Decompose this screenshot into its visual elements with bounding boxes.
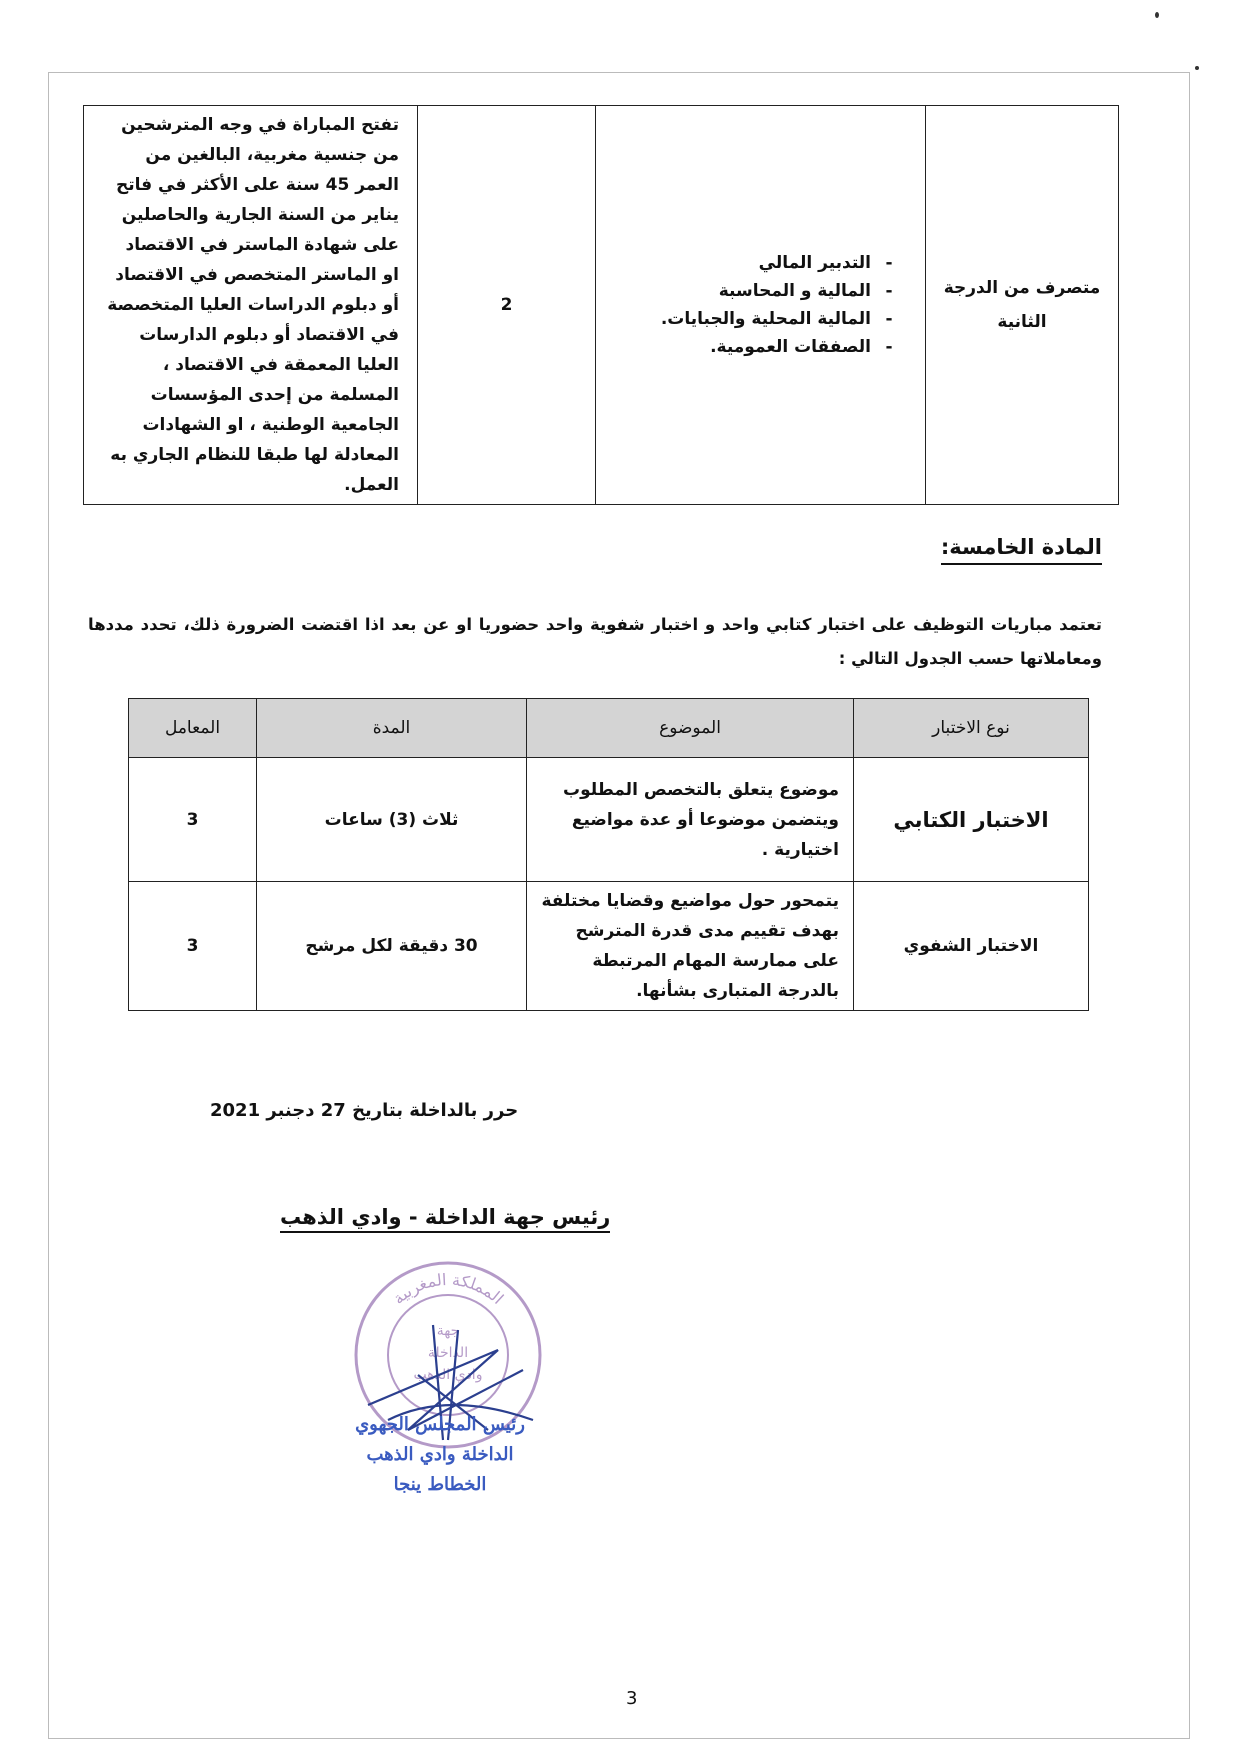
grade-cell: متصرف من الدرجة الثانية (926, 106, 1119, 505)
scan-speck (1155, 12, 1159, 18)
test-coefficient-cell: 3 (129, 758, 257, 882)
specialties-list (597, 249, 907, 361)
column-header: المدة (257, 699, 527, 758)
list-item: -التدبير المالي (758, 253, 893, 273)
table-header-row (129, 699, 1089, 758)
stamp-inner-text: وادي الذهب (413, 1367, 483, 1383)
test-duration-cell: 30 دقيقة لكل مرشح (257, 882, 527, 1011)
positions-count-cell: 2 (418, 106, 596, 505)
article-title: المادة الخامسة: (941, 535, 1102, 565)
positions-table (83, 105, 1119, 505)
signature-block (320, 1410, 560, 1500)
stamp-inner-text: الداخلة (427, 1345, 469, 1361)
signature-line: الداخلة وادي الذهب (366, 1444, 514, 1465)
tests-table (128, 698, 1089, 1011)
test-subject-cell: يتمحور حول مواضيع وقضايا مختلفة بهدف تقييم مدى قدرة المترشح على ممارسة المهام المرتبطة بالدرجة المتبارى بشأنها. (527, 882, 854, 1011)
column-header: المعامل (129, 699, 257, 758)
signature-line: الخطاط ينجا (393, 1474, 487, 1495)
table-row (129, 758, 1089, 882)
table-row (129, 882, 1089, 1011)
test-type-cell: الاختبار الشفوي (854, 882, 1089, 1011)
date-line: حرر بالداخلة بتاريخ 27 دجنبر 2021 (210, 1100, 519, 1121)
signature-line: رئيس المجلس الجهوي (355, 1414, 525, 1435)
stamp-outer-text: المملكة المغربية (389, 1269, 508, 1309)
column-header: نوع الاختبار (854, 699, 1089, 758)
table-row (84, 106, 1119, 505)
president-title: رئيس جهة الداخلة - وادي الذهب (280, 1205, 610, 1233)
column-header: الموضوع (527, 699, 854, 758)
stamp-inner-text: جهة (436, 1323, 460, 1339)
list-item: -المالية و المحاسبة (718, 281, 893, 301)
list-item: -المالية المحلية والجبايات. (660, 309, 893, 329)
test-coefficient-cell: 3 (129, 882, 257, 1011)
test-type-cell: الاختبار الكتابي (854, 758, 1089, 882)
page-number: 3 (626, 1688, 638, 1709)
specialties-cell (596, 106, 926, 505)
test-duration-cell: ثلاث (3) ساعات (257, 758, 527, 882)
test-subject-cell: موضوع يتعلق بالتخصص المطلوب ويتضمن موضوعا أو عدة مواضيع اختيارية . (527, 758, 854, 882)
conditions-cell: تفتح المباراة في وجه المترشحين من جنسية مغربية، البالغين من العمر 45 سنة على الأكثر في فاتح يناير من السنة الجارية والحاصلين على شهادة الماستر في الاقتصاد او الماستر المتخصص في الاقتصاد أو دبلوم الدراسات العليا المتخصصة في الاقتصاد أو دبلوم الدارسات العليا المعمقة في الاقتصاد ، المسلمة من إحدى المؤسسات الجامعية الوطنية ، او الشهادات المعادلة لها طبقا للنظام الجاري به العمل. (84, 106, 418, 505)
list-item: -الصفقات العمومية. (710, 337, 893, 357)
scan-speck (1195, 66, 1199, 70)
article-intro: تعتمد مباريات التوظيف على اختبار كتابي واحد و اختبار شفوية واحد حضوريا او عن بعد اذا اقتضت الضرورة ذلك، تحدد مددها ومعاملاتها حسب الجدول التالي : (88, 615, 1102, 668)
